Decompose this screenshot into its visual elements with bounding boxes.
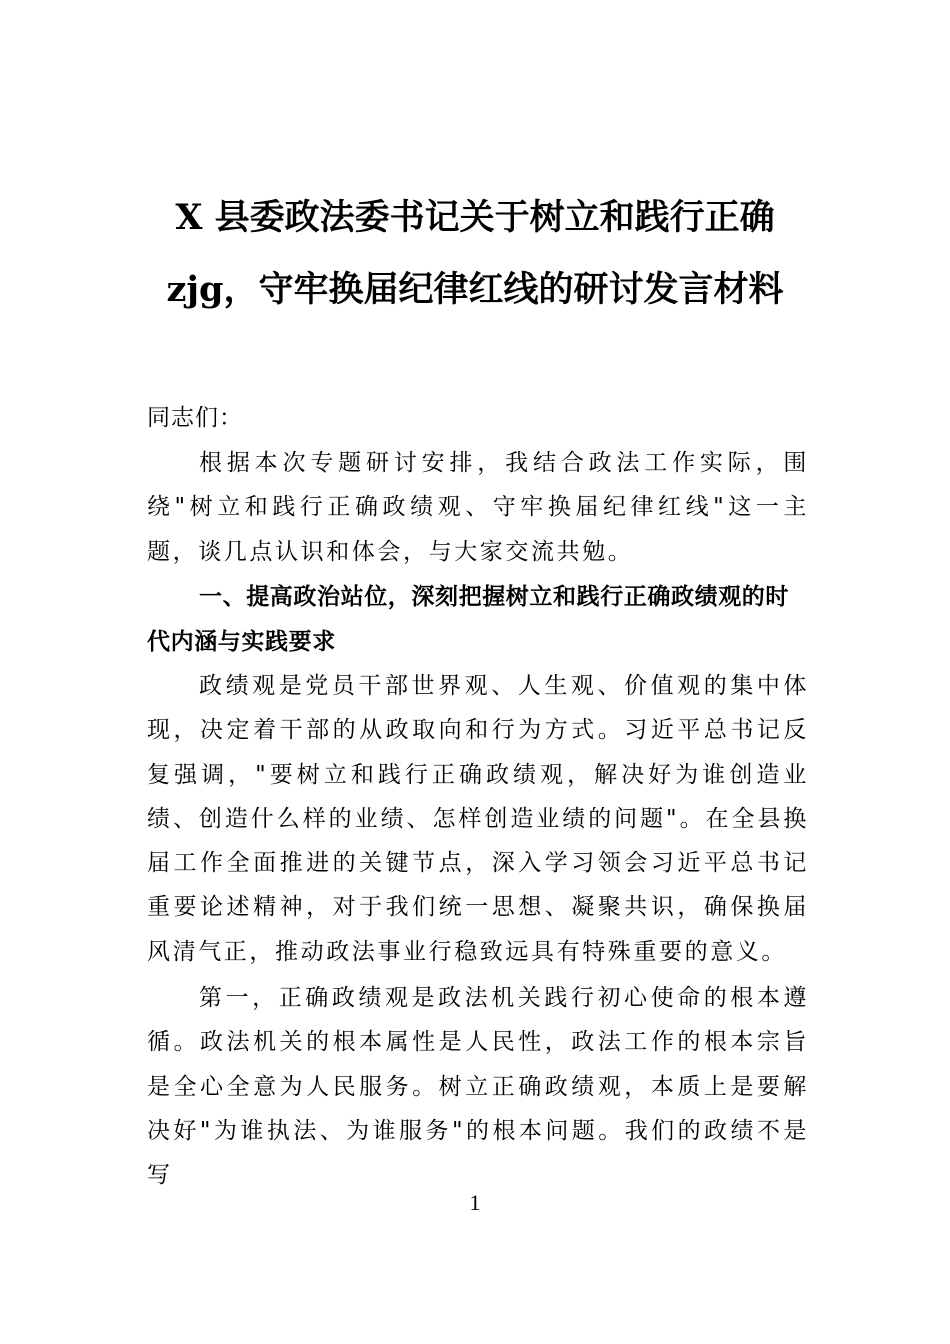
- section-heading: 一、提高政治站位，深刻把握树立和践行正确政绩观的时代内涵与实践要求: [147, 584, 789, 655]
- section-paragraph: 第一，正确政绩观是政法机关践行初心使命的根本遵循。政法机关的根本属性是人民性，政法工作的根本宗旨是全心全意为人民服务。树立正确政绩观，本质上是要解决好"为谁执法、为谁服务"的根本问题。我们的政绩不是写: [147, 985, 809, 1189]
- section-paragraph: 政绩观是党员干部世界观、人生观、价值观的集中体现，决定着干部的从政取向和行为方式。习近平总书记反复强调，"要树立和践行正确政绩观，解决好为谁创造业绩、创造什么样的业绩、怎样创造业绩的问题"。在全县换届工作全面推进的关键节点，深入学习领会习近平总书记重要论述精神，对于我们统一思想、凝聚共识，确保换届风清气正，推动政法事业行稳致远具有特殊重要的意义。: [147, 673, 809, 965]
- document-title-line-2: zjg，守牢换届纪律红线的研讨发言材料: [166, 269, 784, 310]
- intro-paragraph: 根据本次专题研讨安排，我结合政法工作实际，围绕"树立和践行正确政绩观、守牢换届纪律红线"这一主题，谈几点认识和体会，与大家交流共勉。: [147, 450, 809, 565]
- document-title-line-1: X 县委政法委书记关于树立和践行正确: [175, 197, 775, 238]
- page-number: 1: [469, 1190, 481, 1215]
- salutation: 同志们：: [147, 405, 243, 431]
